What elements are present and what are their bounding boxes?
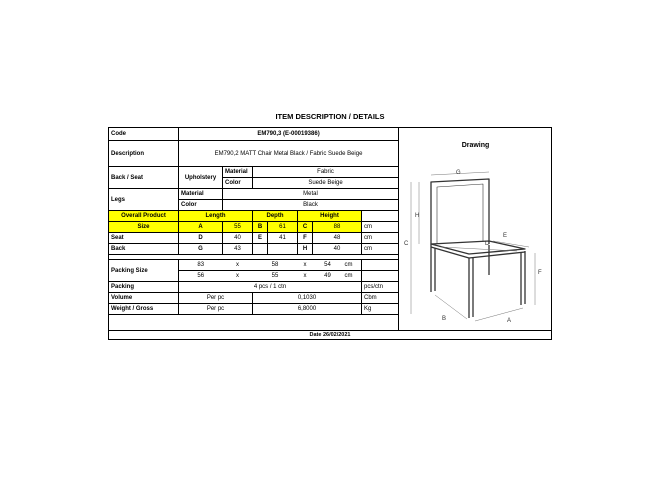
back-seat-material-value: Fabric — [253, 167, 399, 178]
volume-unit: Cbm — [362, 293, 399, 304]
packing-2-c: 49 — [313, 271, 343, 282]
row-volume — [109, 293, 399, 304]
leg-front-left — [469, 257, 473, 318]
label-d: D — [485, 241, 490, 247]
label-c: C — [404, 241, 409, 247]
code-label: Code — [109, 128, 179, 141]
back-height-letter: H — [298, 244, 313, 255]
label-f: F — [538, 270, 542, 276]
packing-2-blank — [362, 271, 399, 282]
back-seat-color-label: Color — [223, 178, 253, 189]
seat-height-letter: F — [298, 233, 313, 244]
label-b: B — [442, 316, 447, 322]
seat-depth-letter: E — [253, 233, 268, 244]
volume-label: Volume — [109, 293, 179, 304]
page-title: ITEM DESCRIPTION / DETAILS — [275, 112, 385, 121]
height-header: Height — [298, 211, 362, 222]
row-description — [109, 141, 399, 167]
overall-header-blank — [362, 211, 399, 222]
seat-height-value: 48 — [313, 233, 362, 244]
seat-length-letter: D — [179, 233, 223, 244]
volume-value: 0,1030 — [253, 293, 362, 304]
back-seat-label: Back / Seat — [109, 167, 179, 189]
dim-b — [435, 295, 467, 319]
row-seat — [109, 233, 399, 244]
overall-unit: cm — [362, 222, 399, 233]
packing-size-label: Packing Size — [109, 260, 179, 282]
overall-depth-value: 61 — [268, 222, 298, 233]
packing-value: 4 pcs / 1 ctn — [179, 282, 362, 293]
date-footer: Date 26/02/2021 — [108, 330, 552, 340]
packing-2-x1: x — [223, 271, 253, 282]
back-label: Back — [109, 244, 179, 255]
packing-2-a: 56 — [179, 271, 223, 282]
back-blank-2 — [268, 244, 298, 255]
overall-length-value: 55 — [223, 222, 253, 233]
legs-material-label: Material — [179, 189, 223, 200]
back-seat-color-value: Suede Beige — [253, 178, 399, 189]
dim-a — [475, 308, 523, 321]
code-value: EM790,3 (E-00019386) — [179, 128, 399, 141]
seat-length-value: 40 — [223, 233, 253, 244]
weight-unit: Kg — [362, 304, 399, 315]
length-header: Length — [179, 211, 253, 222]
row-packing-size-1 — [109, 260, 399, 271]
chair-drawing — [399, 127, 553, 330]
weight-label: Weight / Gross — [109, 304, 179, 315]
label-a: A — [507, 318, 512, 324]
overall-depth-letter: B — [253, 222, 268, 233]
back-blank-1 — [253, 244, 268, 255]
seat-unit: cm — [362, 233, 399, 244]
label-h: H — [415, 213, 420, 219]
row-weight — [109, 304, 399, 315]
backrest-frame — [431, 179, 489, 247]
back-unit: cm — [362, 244, 399, 255]
row-back — [109, 244, 399, 255]
legs-color-value: Black — [223, 200, 399, 211]
row-legs-material — [109, 189, 399, 200]
back-height-value: 40 — [313, 244, 362, 255]
packing-unit: pcs/ctn — [362, 282, 399, 293]
back-seat-material-label: Material — [223, 167, 253, 178]
row-overall-values — [109, 222, 399, 233]
row-code — [109, 128, 399, 141]
back-length-value: 43 — [223, 244, 253, 255]
packing-1-x2: x — [298, 260, 313, 271]
weight-value: 6,8000 — [253, 304, 362, 315]
row-packing — [109, 282, 399, 293]
label-e: E — [503, 233, 508, 239]
label-g: G — [456, 170, 461, 176]
packing-2-unit: cm — [343, 271, 362, 282]
overall-label-line1: Overall Product — [109, 211, 179, 222]
leg-back-left — [431, 247, 435, 292]
row-back-seat-material — [109, 167, 399, 178]
packing-label: Packing — [109, 282, 179, 293]
back-length-letter: G — [179, 244, 223, 255]
upholstery-label: Upholstery — [179, 167, 223, 189]
overall-label-line2: Size — [109, 222, 179, 233]
volume-per: Per pc — [179, 293, 253, 304]
legs-label: Legs — [109, 189, 179, 211]
packing-2-x2: x — [298, 271, 313, 282]
packing-1-blank — [362, 260, 399, 271]
packing-1-x1: x — [223, 260, 253, 271]
packing-1-a: 83 — [179, 260, 223, 271]
overall-length-letter: A — [179, 222, 223, 233]
legs-color-label: Color — [179, 200, 223, 211]
spec-table — [108, 127, 399, 315]
seat-label: Seat — [109, 233, 179, 244]
leg-front-right — [521, 251, 525, 305]
packing-1-b: 58 — [253, 260, 298, 271]
seat-frame — [431, 241, 525, 254]
seat-underside — [431, 247, 525, 258]
chair-outline — [431, 179, 525, 318]
drawing-title: Drawing — [461, 142, 490, 149]
packing-1-unit: cm — [343, 260, 362, 271]
seat-depth-value: 41 — [268, 233, 298, 244]
depth-header: Depth — [253, 211, 298, 222]
row-overall-header — [109, 211, 399, 222]
packing-1-c: 54 — [313, 260, 343, 271]
legs-material-value: Metal — [223, 189, 399, 200]
overall-height-letter: C — [298, 222, 313, 233]
drawing-panel — [398, 127, 552, 330]
packing-2-b: 55 — [253, 271, 298, 282]
overall-height-value: 88 — [313, 222, 362, 233]
description-value: EM790,2 MATT Chair Metal Black / Fabric Suede Beige — [179, 141, 399, 167]
description-label: Description — [109, 141, 179, 167]
backrest-panel — [437, 184, 483, 244]
weight-per: Per pc — [179, 304, 253, 315]
